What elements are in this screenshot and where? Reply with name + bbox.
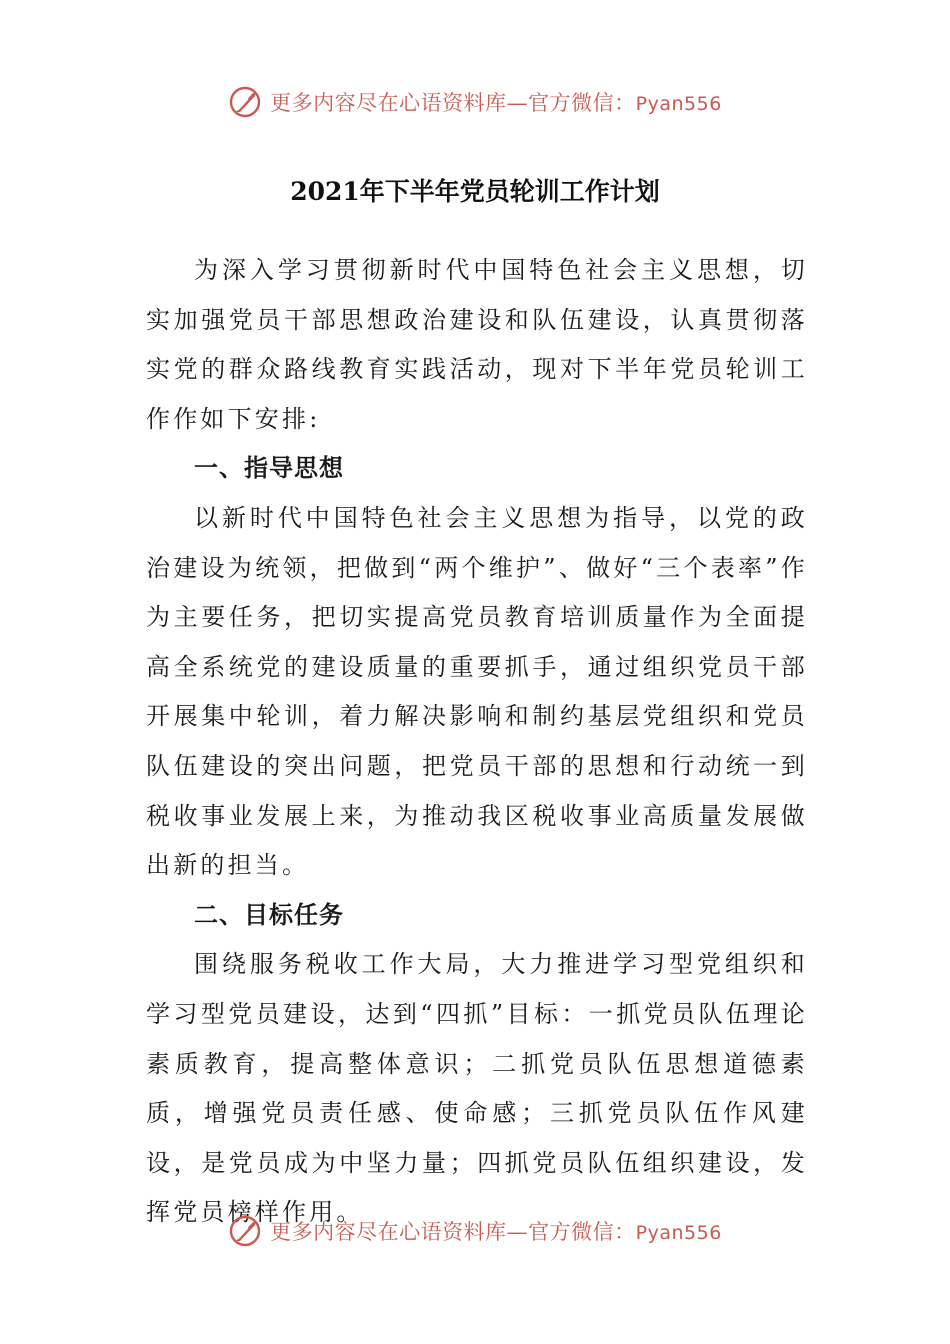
header-watermark bbox=[0, 82, 950, 122]
watermark-text bbox=[270, 1216, 722, 1246]
watermark-id: Pyan556 bbox=[635, 93, 722, 115]
document-body bbox=[146, 246, 808, 1238]
section-paragraph-goals-tasks: 围绕服务税收工作大局，大力推进学习型党组织和学习型党员建设，达到“四抓”目标：一抓党员队伍理论素质教育，提高整体意识；二抓党员队伍思想道德素质，增强党员责任感、使命感；三抓党员队伍作风建设，是党员成为中坚力量；四抓党员队伍组织建设，发挥党员榜样作用。 bbox=[146, 950, 808, 1227]
watermark-label: 更多内容尽在心语资料库—官方微信： bbox=[270, 1220, 636, 1244]
quill-pen-logo-icon bbox=[228, 1214, 262, 1248]
footer-watermark bbox=[0, 1211, 950, 1251]
quill-pen-logo-icon bbox=[228, 85, 262, 119]
section-heading-goals-tasks: 二、目标任务 bbox=[194, 900, 344, 929]
section-heading-guiding-ideology: 一、指导思想 bbox=[194, 454, 344, 483]
section-paragraph-guiding-ideology: 以新时代中国特色社会主义思想为指导，以党的政治建设为统领，把做到“两个维护”、做好“三个表率”作为主要任务，把切实提高党员教育培训质量作为全面提高全系统党的建设质量的重要抓手，通过组织党员干部开展集中轮训，着力解决影响和制约基层党组织和党员队伍建设的突出问题，把党员干部的思想和行动统一到税收事业发展上来，为推动我区税收事业高质量发展做出新的担当。 bbox=[146, 503, 808, 880]
watermark-label: 更多内容尽在心语资料库—官方微信： bbox=[270, 91, 636, 115]
document-title: 2021年下半年党员轮训工作计划 bbox=[290, 177, 660, 206]
watermark-id: Pyan556 bbox=[635, 1222, 722, 1244]
watermark-text bbox=[270, 87, 722, 117]
intro-paragraph: 为深入学习贯彻新时代中国特色社会主义思想，切实加强党员干部思想政治建设和队伍建设，认真贯彻落实党的群众路线教育实践活动，现对下半年党员轮训工作作如下安排: bbox=[146, 256, 808, 433]
